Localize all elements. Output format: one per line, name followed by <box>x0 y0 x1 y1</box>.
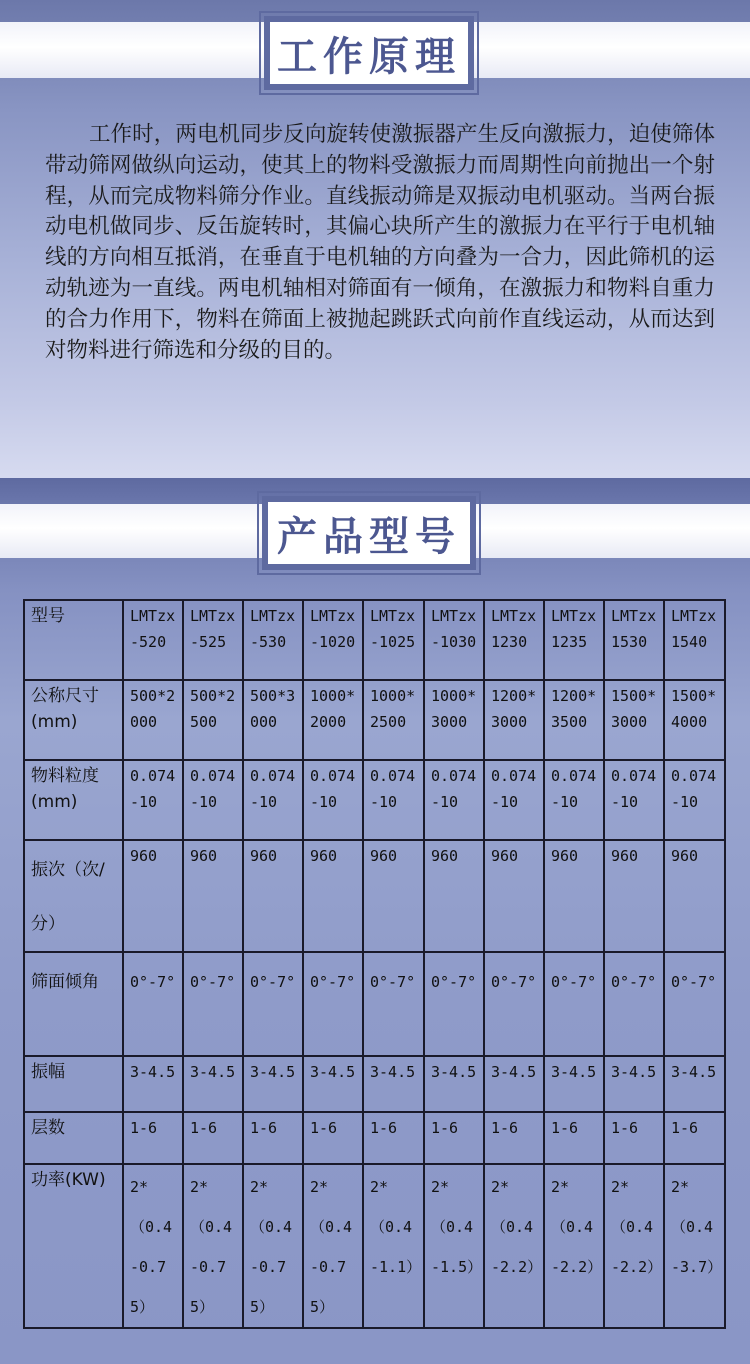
table-cell: 0°-7° <box>363 952 424 1056</box>
table-cell: LMTzx-520 <box>123 600 183 680</box>
section-title-box <box>262 496 476 570</box>
row-header: 物料粒度(mm) <box>24 760 123 840</box>
table-cell: 1-6 <box>604 1112 664 1164</box>
table-cell: 1500*4000 <box>664 680 725 760</box>
table-cell: 3-4.5 <box>424 1056 484 1112</box>
table-row <box>24 952 725 1056</box>
table-row <box>24 1164 725 1328</box>
table-cell: 0.074-10 <box>303 760 363 840</box>
table-cell: 1500*3000 <box>604 680 664 760</box>
table-row <box>24 840 725 952</box>
table-cell: 1000*2500 <box>363 680 424 760</box>
table-cell: 960 <box>243 840 303 952</box>
table-cell: LMTzx-1025 <box>363 600 424 680</box>
table-cell: 1-6 <box>363 1112 424 1164</box>
table-cell: 3-4.5 <box>363 1056 424 1112</box>
table-cell: LMTzx1540 <box>664 600 725 680</box>
table-cell: 960 <box>604 840 664 952</box>
table-cell: 960 <box>363 840 424 952</box>
table-cell: 0°-7° <box>544 952 604 1056</box>
table-cell: 0°-7° <box>243 952 303 1056</box>
row-header: 公称尺寸(mm) <box>24 680 123 760</box>
table-cell: 1000*2000 <box>303 680 363 760</box>
table-cell: 0.074-10 <box>424 760 484 840</box>
row-header: 层数 <box>24 1112 123 1164</box>
table-cell: 0.074-10 <box>363 760 424 840</box>
product-spec-table <box>23 599 726 1329</box>
table-cell: 3-4.5 <box>183 1056 243 1112</box>
table-cell: 0°-7° <box>484 952 544 1056</box>
table-cell: 1-6 <box>183 1112 243 1164</box>
table-cell: 960 <box>544 840 604 952</box>
table-cell: 0.074-10 <box>664 760 725 840</box>
table-cell: 960 <box>484 840 544 952</box>
table-row <box>24 760 725 840</box>
table-cell: 3-4.5 <box>604 1056 664 1112</box>
table-row <box>24 1112 725 1164</box>
row-header: 振幅 <box>24 1056 123 1112</box>
table-cell: 2*（0.4-0.75） <box>183 1164 243 1328</box>
table-cell: 960 <box>664 840 725 952</box>
table-cell: LMTzx-530 <box>243 600 303 680</box>
table-cell: 0°-7° <box>183 952 243 1056</box>
table-cell: 1-6 <box>243 1112 303 1164</box>
table-cell: 2*（0.4-0.75） <box>243 1164 303 1328</box>
table-cell: 0°-7° <box>664 952 725 1056</box>
table-cell: 1200*3500 <box>544 680 604 760</box>
row-header: 型号 <box>24 600 123 680</box>
table-row <box>24 680 725 760</box>
table-cell: 1-6 <box>484 1112 544 1164</box>
table-cell: 0°-7° <box>604 952 664 1056</box>
table-cell: 2*（0.4-0.75） <box>123 1164 183 1328</box>
table-cell: 3-4.5 <box>303 1056 363 1112</box>
table-cell: 2*（0.4-2.2） <box>544 1164 604 1328</box>
table-cell: LMTzx-525 <box>183 600 243 680</box>
table-cell: 0.074-10 <box>243 760 303 840</box>
table-cell: 500*2500 <box>183 680 243 760</box>
table-cell: 960 <box>183 840 243 952</box>
table-cell: 2*（0.4-1.1） <box>363 1164 424 1328</box>
principle-paragraph: 工作时，两电机同步反向旋转使激振器产生反向激振力，迫使筛体带动筛网做纵向运动，使其上的物料受激振力而周期性向前抛出一个射程，从而完成物料筛分作业。直线振动筛是双振动电机驱动。当两台振动电机做同步、反缶旋转时，其偏心块所产生的激振力在平行于电机轴线的方向相互抵消，在垂直于电机轴的方向叠为一合力，因此筛机的运动轨迹为一直线。两电机轴相对筛面有一倾角，在激振力和物料自重力的合力作用下，物料在筛面上被抛起跳跃式向前作直线运动，从而达到对物料进行筛选和分级的目的。 <box>45 122 715 363</box>
table-cell: 2*（0.4-0.75） <box>303 1164 363 1328</box>
table-cell: 0°-7° <box>303 952 363 1056</box>
table-cell: 960 <box>303 840 363 952</box>
table-row <box>24 1056 725 1112</box>
table-cell: 0.074-10 <box>544 760 604 840</box>
table-cell: 1-6 <box>303 1112 363 1164</box>
table-cell: 2*（0.4-3.7） <box>664 1164 725 1328</box>
table-cell: 500*2000 <box>123 680 183 760</box>
table-cell: 0°-7° <box>123 952 183 1056</box>
table-cell: LMTzx-1030 <box>424 600 484 680</box>
table-cell: 1200*3000 <box>484 680 544 760</box>
table-cell: 1000*3000 <box>424 680 484 760</box>
table-cell: 3-4.5 <box>484 1056 544 1112</box>
table-cell: 500*3000 <box>243 680 303 760</box>
table-cell: 1-6 <box>544 1112 604 1164</box>
table-cell: 960 <box>424 840 484 952</box>
table-cell: LMTzx-1020 <box>303 600 363 680</box>
section-title: 工作原理 <box>277 33 461 80</box>
row-header: 振次（次/分） <box>24 840 123 952</box>
table-cell: 0.074-10 <box>604 760 664 840</box>
table-cell: 3-4.5 <box>243 1056 303 1112</box>
table-cell: 0°-7° <box>424 952 484 1056</box>
table-cell: LMTzx1230 <box>484 600 544 680</box>
table-cell: LMTzx1235 <box>544 600 604 680</box>
section-working-principle <box>0 0 750 480</box>
table-cell: 1-6 <box>123 1112 183 1164</box>
table-cell: 1-6 <box>664 1112 725 1164</box>
table-cell: 1-6 <box>424 1112 484 1164</box>
table-cell: 0.074-10 <box>183 760 243 840</box>
table-cell: 960 <box>123 840 183 952</box>
section-title: 产品型号 <box>277 513 461 560</box>
table-cell: 3-4.5 <box>123 1056 183 1112</box>
table-cell: 2*（0.4-2.2） <box>604 1164 664 1328</box>
table-cell: 3-4.5 <box>664 1056 725 1112</box>
row-header: 筛面倾角 <box>24 952 123 1056</box>
row-header: 功率(KW) <box>24 1164 123 1328</box>
section-title-box <box>264 16 474 90</box>
table-cell: 2*（0.4-2.2） <box>484 1164 544 1328</box>
table-row <box>24 600 725 680</box>
table-cell: 3-4.5 <box>544 1056 604 1112</box>
table-cell: 0.074-10 <box>484 760 544 840</box>
table-cell: 0.074-10 <box>123 760 183 840</box>
table-cell: LMTzx1530 <box>604 600 664 680</box>
table-cell: 2*（0.4-1.5） <box>424 1164 484 1328</box>
